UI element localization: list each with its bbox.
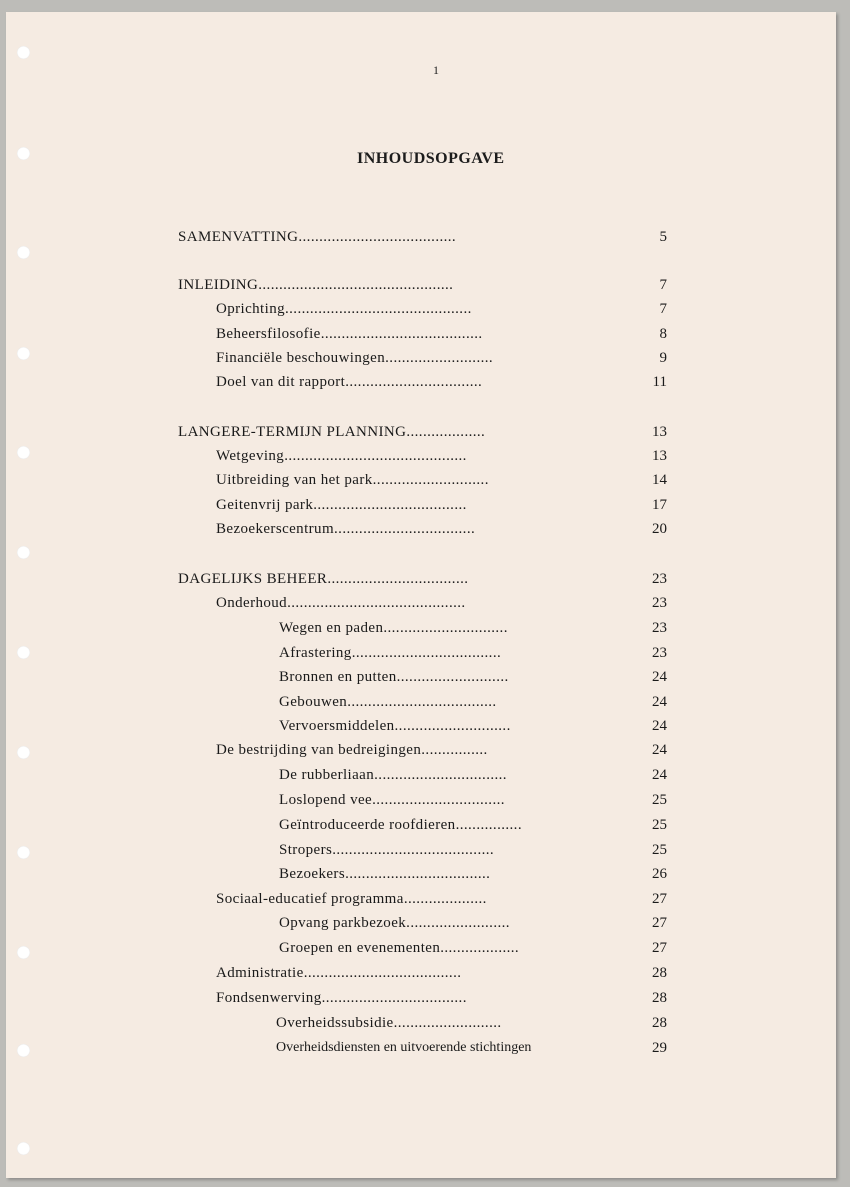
toc-entry-page: 14 <box>652 472 667 488</box>
toc-entry-page: 9 <box>659 350 667 366</box>
toc-entry-page: 24 <box>652 694 667 710</box>
toc-entry-label: Stropers <box>279 842 333 858</box>
toc-entry-doel-van-dit-rapport <box>216 371 667 393</box>
toc-entry-bezoekerscentrum <box>216 518 667 540</box>
toc-entry-label: LANGERE-TERMIJN PLANNING <box>178 424 407 440</box>
toc-dot-leader: ................ <box>421 742 488 758</box>
toc-entry-label: Bezoekers <box>279 866 346 882</box>
toc-entry-fondsenwerving <box>216 987 667 1009</box>
toc-dot-leader: ............................................ <box>284 448 467 464</box>
toc-entry-loslopend-vee <box>279 789 667 811</box>
toc-entry-label: Opvang parkbezoek <box>279 915 407 931</box>
toc-entry-page: 13 <box>652 448 667 464</box>
toc-entry-geitenvrij-park <box>216 494 667 516</box>
toc-dot-leader: ............................ <box>372 472 489 488</box>
toc-entry-label: Bronnen en putten <box>279 669 397 685</box>
toc-entry-label: De rubberliaan <box>279 767 375 783</box>
toc-entry-page: 25 <box>652 817 667 833</box>
toc-dot-leader: ................... <box>440 940 520 956</box>
toc-entry-inleiding <box>178 274 667 296</box>
toc-entry-label: Wetgeving <box>216 448 285 464</box>
toc-entry-label: Afrastering <box>279 645 352 661</box>
toc-entry-stropers <box>279 839 667 861</box>
toc-entry-dagelijks-beheer <box>178 568 667 590</box>
toc-entry-oprichting <box>216 298 667 320</box>
toc-dot-leader: ............................................. <box>285 301 472 317</box>
toc-dot-leader: ....................................... <box>320 326 483 342</box>
toc-entry-page: 17 <box>652 497 667 513</box>
toc-entry-de-bestrijding-van-bedreigingen <box>216 739 667 761</box>
toc-entry-label: Groepen en evenementen <box>279 940 441 956</box>
toc-entry-overheidsdiensten-en-uitvoerende-stichtingen <box>276 1037 667 1059</box>
toc-entry-page: 23 <box>652 620 667 636</box>
toc-entry-vervoersmiddelen <box>279 715 667 737</box>
toc-entry-page: 5 <box>659 229 667 245</box>
toc-dot-leader: .............................. <box>383 620 508 636</box>
toc-dot-leader: .................................. <box>334 521 476 537</box>
toc-entry-label: Sociaal-educatief programma <box>216 891 404 907</box>
toc-entry-label: Overheidssubsidie <box>276 1015 394 1031</box>
toc-dot-leader: .................................... <box>351 645 502 661</box>
toc-entry-label: Administratie <box>216 965 304 981</box>
toc-entry-label: DAGELIJKS BEHEER <box>178 571 328 587</box>
toc-entry-page: 24 <box>652 669 667 685</box>
toc-entry-administratie <box>216 962 667 984</box>
toc-entry-afrastering <box>279 642 667 664</box>
toc-entry-label: Bezoekerscentrum <box>216 521 335 537</box>
toc-entry-sociaal-educatief-programma <box>216 888 667 910</box>
toc-entry-geintroduceerde-roofdieren <box>279 814 667 836</box>
toc-dot-leader: ................................... <box>321 990 467 1006</box>
toc-entry-label: Geitenvrij park <box>216 497 314 513</box>
toc-entry-page: 23 <box>652 645 667 661</box>
toc-entry-label: Uitbreiding van het park <box>216 472 373 488</box>
toc-dot-leader: ............................................... <box>258 277 454 293</box>
toc-dot-leader: ................................ <box>372 792 505 808</box>
toc-entry-page: 24 <box>652 767 667 783</box>
toc-entry-page: 7 <box>659 277 667 293</box>
toc-dot-leader: .......................... <box>393 1015 502 1031</box>
toc-entry-samenvatting <box>178 226 667 248</box>
toc-entry-beheersfilosofie <box>216 323 667 345</box>
toc-entry-page: 28 <box>652 1015 667 1031</box>
toc-entry-label: Financiële beschouwingen <box>216 350 386 366</box>
toc-entry-label: Wegen en paden <box>279 620 384 636</box>
toc-entry-bezoekers <box>279 863 667 885</box>
toc-dot-leader: .................... <box>403 891 487 907</box>
toc-entry-page: 25 <box>652 792 667 808</box>
toc-entry-label: De bestrijding van bedreigingen <box>216 742 422 758</box>
toc-dot-leader: ................................ <box>374 767 507 783</box>
toc-entry-page: 26 <box>652 866 667 882</box>
toc-dot-leader: ................................. <box>345 374 483 390</box>
toc-entry-label: Oprichting <box>216 301 285 317</box>
toc-entry-onderhoud <box>216 592 667 614</box>
toc-entry-de-rubberliaan <box>279 764 667 786</box>
toc-dot-leader: ........................................... <box>287 595 466 611</box>
toc-entry-langere-termijn-planning <box>178 421 667 443</box>
toc-entry-page: 27 <box>652 915 667 931</box>
toc-dot-leader: ...................................... <box>298 229 457 245</box>
toc-entry-overheidssubsidie <box>276 1012 667 1034</box>
toc-dot-leader: .................................... <box>347 694 497 710</box>
toc-entry-gebouwen <box>279 691 667 713</box>
toc-entry-label: Gebouwen <box>279 694 348 710</box>
toc-entry-label: Geïntroduceerde roofdieren <box>279 817 456 833</box>
toc-entry-page: 24 <box>652 718 667 734</box>
toc-entry-page: 27 <box>652 891 667 907</box>
toc-dot-leader: .......................... <box>385 350 494 366</box>
toc-dot-leader: ................... <box>406 424 486 440</box>
toc-entry-financiele-beschouwingen <box>216 347 667 369</box>
toc-entry-label: INLEIDING <box>178 277 259 293</box>
toc-entry-page: 28 <box>652 990 667 1006</box>
toc-entry-page: 13 <box>652 424 667 440</box>
page-title: INHOUDSOPGAVE <box>357 150 505 167</box>
toc-dot-leader: ................ <box>455 817 522 833</box>
toc-entry-opvang-parkbezoek <box>279 912 667 934</box>
toc-entry-label: Loslopend vee <box>279 792 373 808</box>
toc-entry-page: 23 <box>652 571 667 587</box>
toc-entry-page: 7 <box>659 301 667 317</box>
toc-entry-page: 8 <box>659 326 667 342</box>
toc-dot-leader: .................................. <box>327 571 469 587</box>
toc-entry-label: Overheidsdiensten en uitvoerende stichtingen <box>276 1040 532 1055</box>
toc-entry-label: SAMENVATTING <box>178 229 299 245</box>
toc-entry-page: 23 <box>652 595 667 611</box>
toc-entry-label: Onderhoud <box>216 595 288 611</box>
toc-entry-wetgeving <box>216 445 667 467</box>
toc-entry-label: Doel van dit rapport <box>216 374 346 390</box>
toc-entry-bronnen-en-putten <box>279 666 667 688</box>
toc-dot-leader: ............................ <box>394 718 511 734</box>
toc-dot-leader: ..................................... <box>313 497 467 513</box>
toc-dot-leader: ........................... <box>396 669 509 685</box>
toc-entry-page: 28 <box>652 965 667 981</box>
toc-entry-label: Beheersfilosofie <box>216 326 321 342</box>
toc-dot-leader: ....................................... <box>332 842 495 858</box>
page-number: 1 <box>433 63 439 77</box>
toc-entry-page: 27 <box>652 940 667 956</box>
toc-entry-wegen-en-paden <box>279 617 667 639</box>
toc-entry-page: 11 <box>652 374 667 390</box>
toc-entry-page: 24 <box>652 742 667 758</box>
toc-entry-groepen-en-evenementen <box>279 937 667 959</box>
toc-entry-page: 20 <box>652 521 667 537</box>
toc-dot-leader: ...................................... <box>303 965 462 981</box>
toc-dot-leader: ................................... <box>345 866 491 882</box>
toc-entry-label: Fondsenwerving <box>216 990 322 1006</box>
toc-entry-page: 29 <box>652 1040 667 1056</box>
toc-entry-label: Vervoersmiddelen <box>279 718 395 734</box>
toc-entry-page: 25 <box>652 842 667 858</box>
toc-entry-uitbreiding-van-het-park <box>216 469 667 491</box>
toc-dot-leader: ......................... <box>406 915 510 931</box>
